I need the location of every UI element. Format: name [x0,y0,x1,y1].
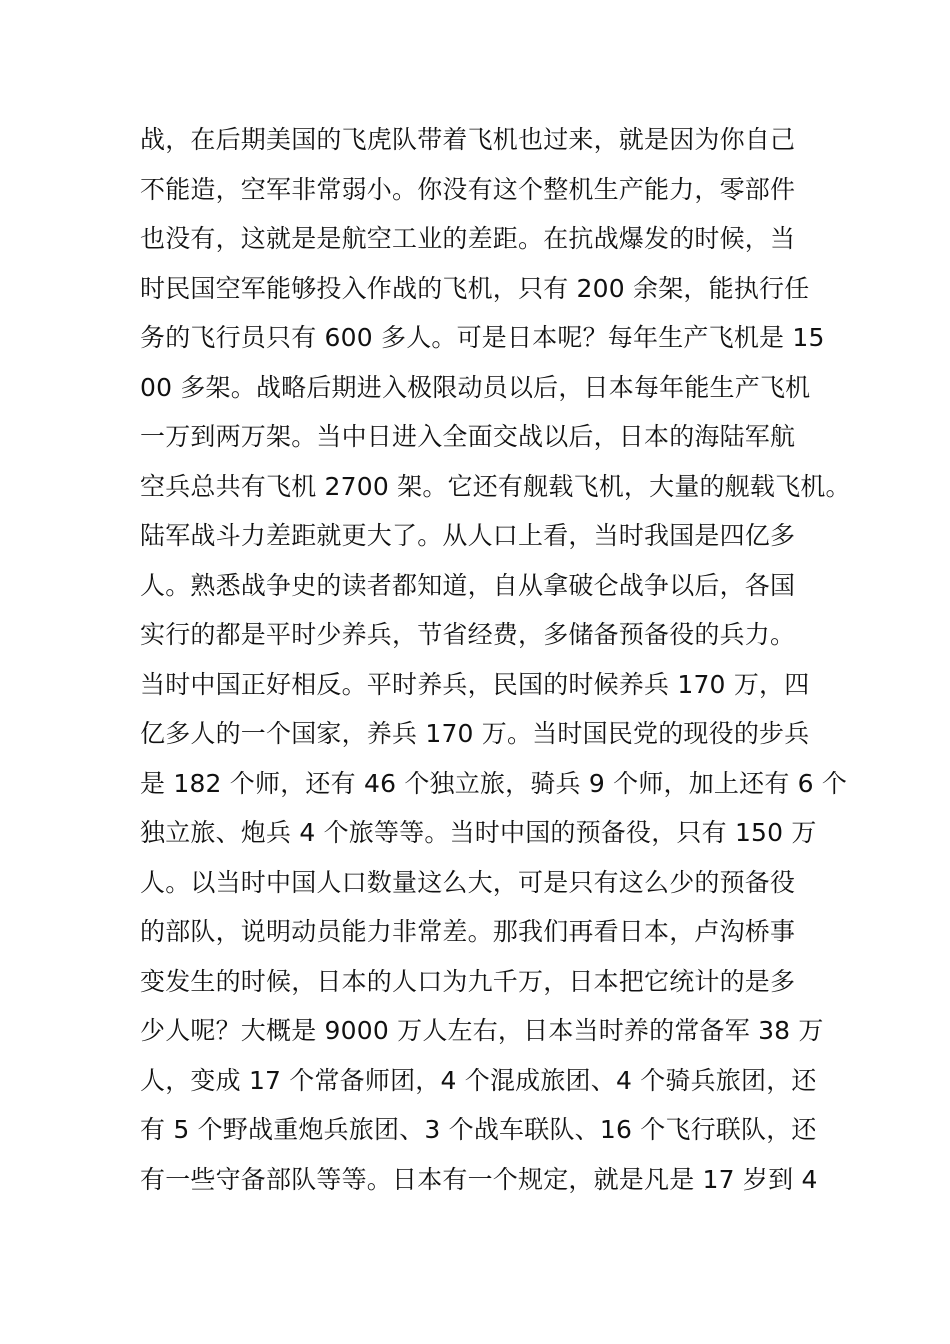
text-line: 空兵总共有飞机 2700 架。它还有舰载飞机，大量的舰载飞机。 [140,471,851,501]
text-line: 人。熟悉战争史的读者都知道，自从拿破仑战争以后，各国 [140,570,796,600]
text-line: 00 多架。战略后期进入极限动员以后，日本每年能生产飞机 [140,372,811,402]
text-line: 少人呢？大概是 9000 万人左右，日本当时养的常备军 38 万 [140,1016,824,1045]
text-line: 有一些守备部队等等。日本有一个规定，就是凡是 17 岁到 4 [140,1164,818,1194]
text-line: 独立旅、炮兵 4 个旅等等。当时中国的预备役，只有 150 万 [140,818,817,847]
text-line: 实行的都是平时少养兵，节省经费，多储备预备役的兵力。 [140,620,796,649]
text-line: 务的飞行员只有 600 多人。可是日本呢？每年生产飞机是 15 [140,323,825,352]
text-line: 的部队，说明动员能力非常差。那我们再看日本，卢沟桥事 [140,917,796,946]
text-line: 也没有，这就是是航空工业的差距。在抗战爆发的时候，当 [140,224,796,253]
text-line: 战，在后期美国的飞虎队带着飞机也过来，就是因为你自己 [140,125,796,154]
body-text [140,115,851,1204]
text-line: 一万到两万架。当中日进入全面交战以后，日本的海陆军航 [140,422,796,451]
text-line: 人，变成 17 个常备师团，4 个混成旅团、4 个骑兵旅团，还 [140,1065,817,1095]
text-line: 亿多人的一个国家，养兵 170 万。当时国民党的现役的步兵 [140,719,810,748]
text-line: 不能造，空军非常弱小。你没有这个整机生产能力，零部件 [140,174,796,204]
text-line: 时民国空军能够投入作战的飞机，只有 200 余架，能执行任 [140,273,810,303]
text-line: 变发生的时候，日本的人口为九千万，日本把它统计的是多 [140,966,796,996]
text-line: 有 5 个野战重炮兵旅团、3 个战车联队、16 个飞行联队，还 [140,1115,817,1144]
text-line: 陆军战斗力差距就更大了。从人口上看，当时我国是四亿多 [140,521,796,550]
text-line: 人。以当时中国人口数量这么大，可是只有这么少的预备役 [140,867,796,897]
text-line: 是 182 个师，还有 46 个独立旅，骑兵 9 个师，加上还有 6 个 [140,768,848,798]
text-line: 当时中国正好相反。平时养兵，民国的时候养兵 170 万，四 [140,669,810,699]
